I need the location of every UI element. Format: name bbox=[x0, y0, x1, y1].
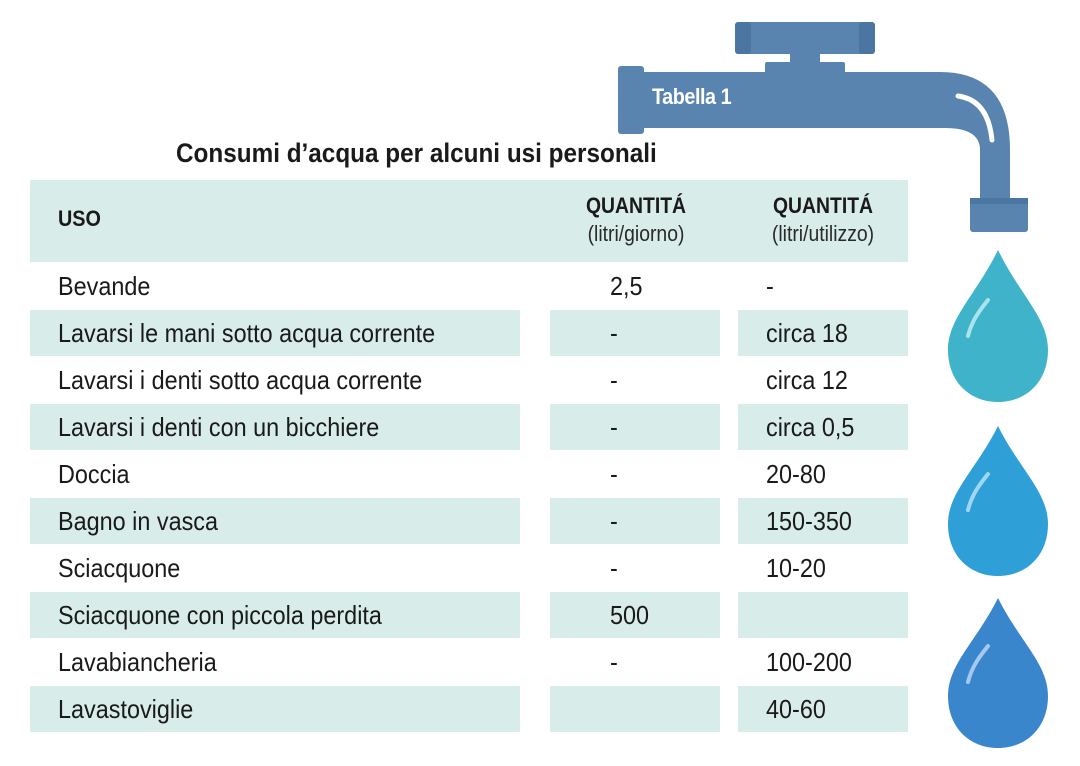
cell-litri-utilizzo: 10-20 bbox=[766, 553, 826, 583]
table-row bbox=[30, 403, 908, 450]
cell-uso: Lavarsi le mani sotto acqua corrente bbox=[30, 310, 520, 356]
cell-litri-utilizzo bbox=[738, 592, 908, 638]
cell-uso: Lavarsi i denti con un bicchiere bbox=[30, 404, 520, 450]
table-tag: Tabella 1 bbox=[652, 84, 732, 109]
cell-litri-giorno: - bbox=[550, 498, 720, 544]
header-q1-unit: (litri/giorno) bbox=[587, 221, 685, 246]
table-row bbox=[30, 591, 908, 638]
table-row bbox=[30, 638, 908, 685]
cell-uso: Sciacquone bbox=[58, 553, 181, 583]
cell-litri-utilizzo: - bbox=[766, 271, 774, 301]
header-quantita-giorno bbox=[560, 192, 711, 248]
water-drop-icon bbox=[948, 250, 1048, 402]
cell-litri-utilizzo: 20-80 bbox=[766, 459, 826, 489]
cell-litri-utilizzo: circa 12 bbox=[766, 365, 848, 395]
table-row bbox=[30, 356, 908, 403]
table-row bbox=[30, 309, 908, 356]
consumption-table bbox=[30, 180, 908, 732]
cell-uso: Doccia bbox=[58, 459, 130, 489]
cell-litri-utilizzo: 100-200 bbox=[766, 647, 852, 677]
header-quantita-utilizzo bbox=[748, 192, 898, 248]
cell-litri-giorno: - bbox=[610, 365, 618, 395]
table-row bbox=[30, 685, 908, 732]
header-q1-title: QUANTITÁ bbox=[585, 193, 687, 218]
cell-litri-giorno: 500 bbox=[550, 592, 720, 638]
table-row bbox=[30, 450, 908, 497]
cell-uso: Lavarsi i denti sotto acqua corrente bbox=[58, 365, 423, 395]
cell-litri-utilizzo: circa 0,5 bbox=[738, 404, 908, 450]
cell-uso: Bevande bbox=[58, 271, 151, 301]
cell-litri-utilizzo: circa 18 bbox=[738, 310, 908, 356]
table-row bbox=[30, 497, 908, 544]
cell-litri-giorno: 2,5 bbox=[610, 271, 643, 301]
table-row bbox=[30, 544, 908, 591]
cell-litri-giorno: - bbox=[550, 310, 720, 356]
header-q2-title: QUANTITÁ bbox=[772, 193, 874, 218]
cell-uso: Sciacquone con piccola perdita bbox=[30, 592, 520, 638]
cell-litri-utilizzo: 150-350 bbox=[738, 498, 908, 544]
header-uso: USO bbox=[58, 206, 101, 231]
table-title: Consumi d’acqua per alcuni usi personali bbox=[176, 138, 657, 168]
cell-litri-giorno: - bbox=[610, 647, 618, 677]
cell-uso: Bagno in vasca bbox=[30, 498, 520, 544]
cell-litri-giorno: - bbox=[610, 553, 618, 583]
cell-litri-giorno bbox=[550, 686, 720, 732]
cell-litri-utilizzo: 40-60 bbox=[738, 686, 908, 732]
cell-litri-giorno: - bbox=[610, 459, 618, 489]
header-q2-unit: (litri/utilizzo) bbox=[771, 221, 875, 246]
table-header bbox=[30, 180, 908, 262]
water-drop-icon bbox=[948, 426, 1048, 576]
water-drop-icon bbox=[948, 598, 1048, 748]
table-row bbox=[30, 262, 908, 309]
cell-litri-giorno: - bbox=[550, 404, 720, 450]
cell-uso: Lavabiancheria bbox=[58, 647, 217, 677]
cell-uso: Lavastoviglie bbox=[30, 686, 520, 732]
